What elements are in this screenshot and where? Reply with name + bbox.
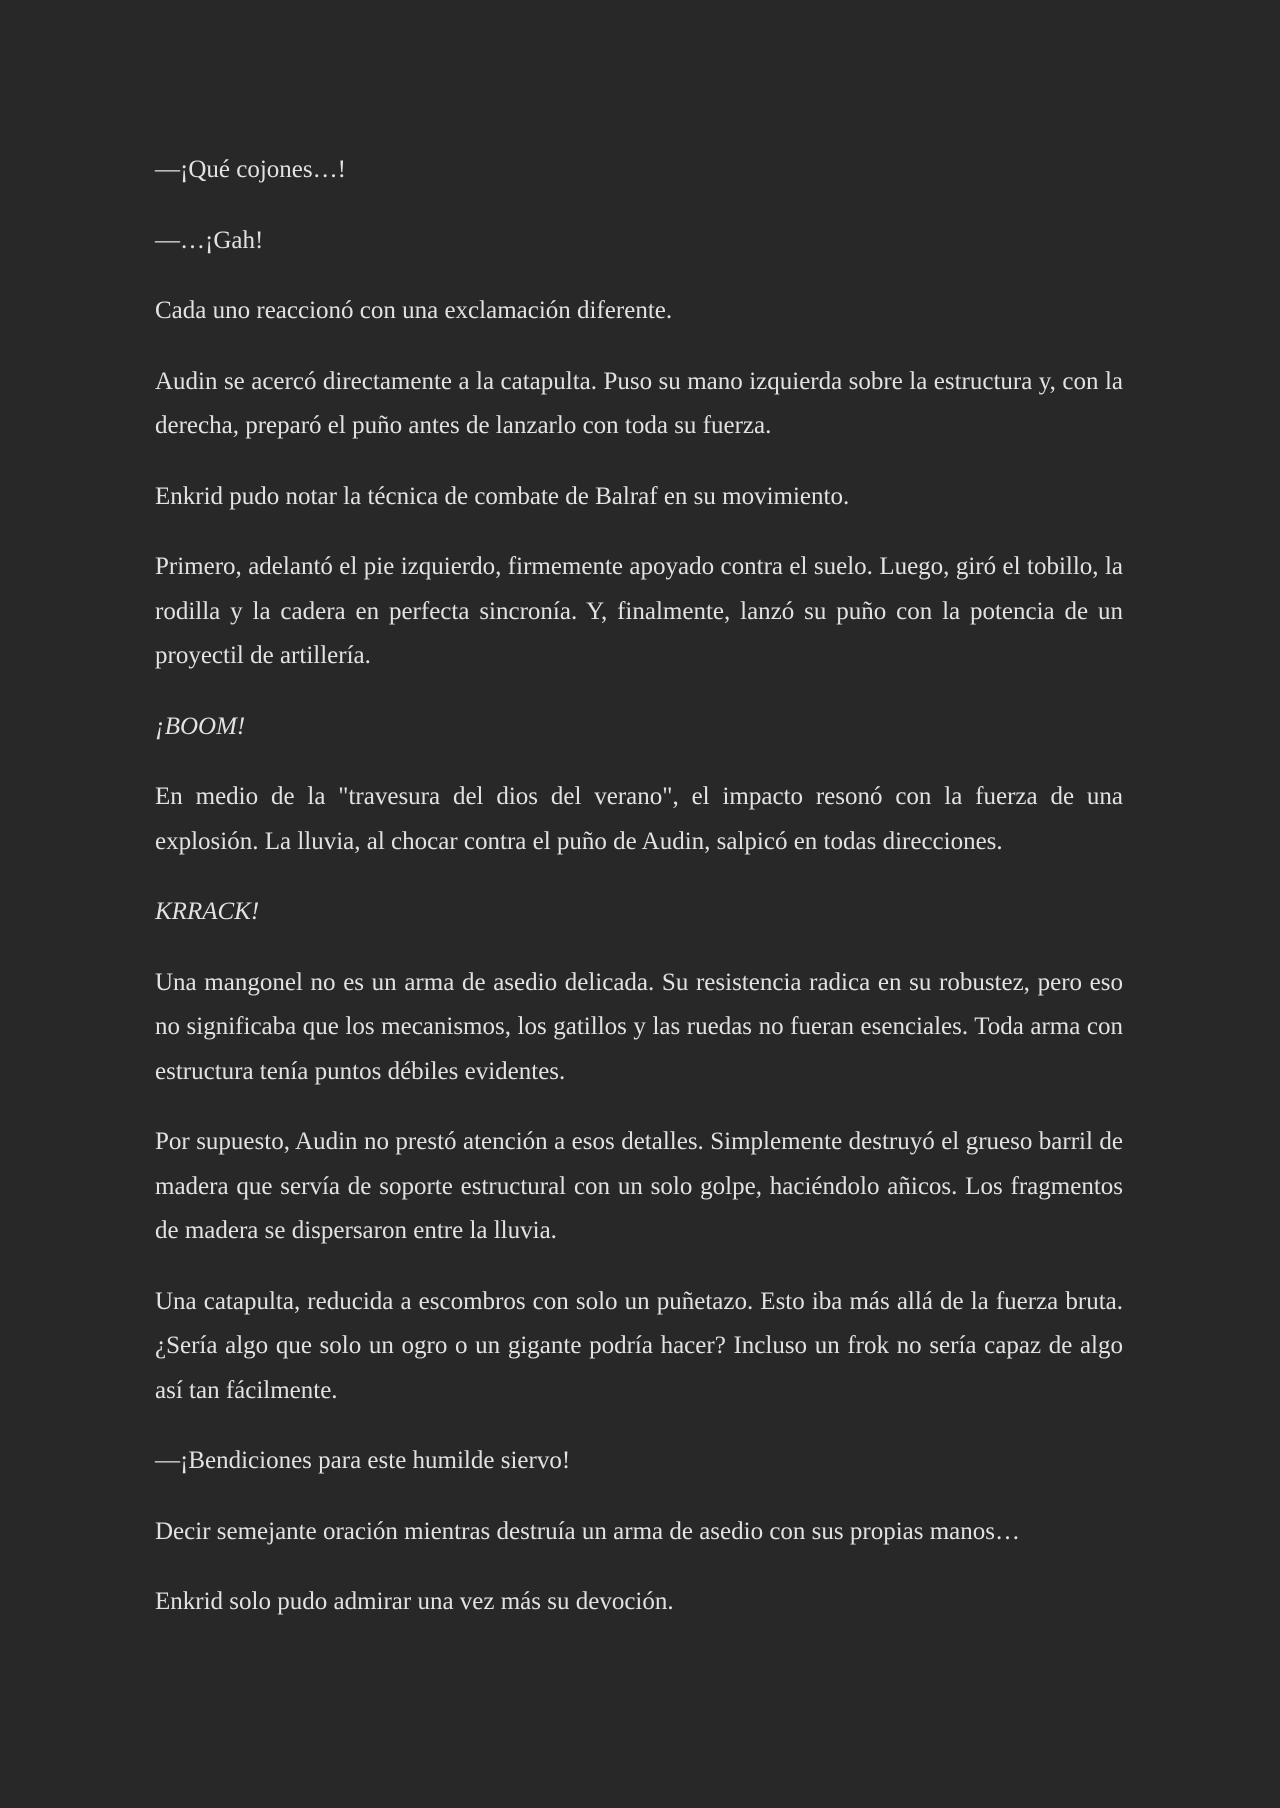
paragraph-8: En medio de la "travesura del dios del verano", el impacto resonó con la fuerza de una explosión. La lluvia, al chocar contra el puño de Audin, salpicó en todas direcciones. [155,783,1123,855]
paragraph-15: Enkrid solo pudo admirar una vez más su devoción. [155,1588,674,1615]
paragraph-12: Una catapulta, reducida a escombros con solo un puñetazo. Esto iba más allá de la fuerza bruta. ¿Sería algo que solo un ogro o un gigante podría hacer? Incluso un frok no sería capaz de algo así tan fácilmente. [155,1287,1123,1404]
paragraph-14: Decir semejante oración mientras destruía un arma de asedio con sus propias manos… [155,1517,1021,1545]
paragraph-2: —…¡Gah! [155,226,264,254]
paragraph-11: Por supuesto, Audin no prestó atención a esos detalles. Simplemente destruyó el grueso barril de madera que servía de soporte estructural con un solo golpe, haciéndolo añicos. Los fragmentos de madera se dispersaron entre la lluvia. [155,1128,1123,1244]
paragraph-1: —¡Qué cojones…! [155,156,346,183]
paragraph-4: Audin se acercó directamente a la catapulta. Puso su mano izquierda sobre la estructura y, con la derecha, preparó el puño antes de lanzarlo con toda su fuerza. [155,367,1123,439]
reader-page [155,148,1123,1651]
sound-effect-krrack: KRRACK! [155,898,260,925]
sound-effect-boom: ¡BOOM! [155,712,246,740]
paragraph-10: Una mangonel no es un arma de asedio delicada. Su resistencia radica en su robustez, pero eso no significaba que los mecanismos, los gatillos y las ruedas no fueran esenciales. Toda arma con estructura tenía puntos débiles evidentes. [155,968,1123,1085]
paragraph-13: —¡Bendiciones para este humilde siervo! [155,1447,571,1474]
paragraph-6: Primero, adelantó el pie izquierdo, firmemente apoyado contra el suelo. Luego, giró el tobillo, la rodilla y la cadera en perfecta sincronía. Y, finalmente, lanzó su puño con la potencia de un proyectil de artillería. [155,553,1123,669]
paragraph-5: Enkrid pudo notar la técnica de combate de Balraf en su movimiento. [155,482,850,510]
paragraph-3: Cada uno reaccionó con una exclamación diferente. [155,297,673,324]
